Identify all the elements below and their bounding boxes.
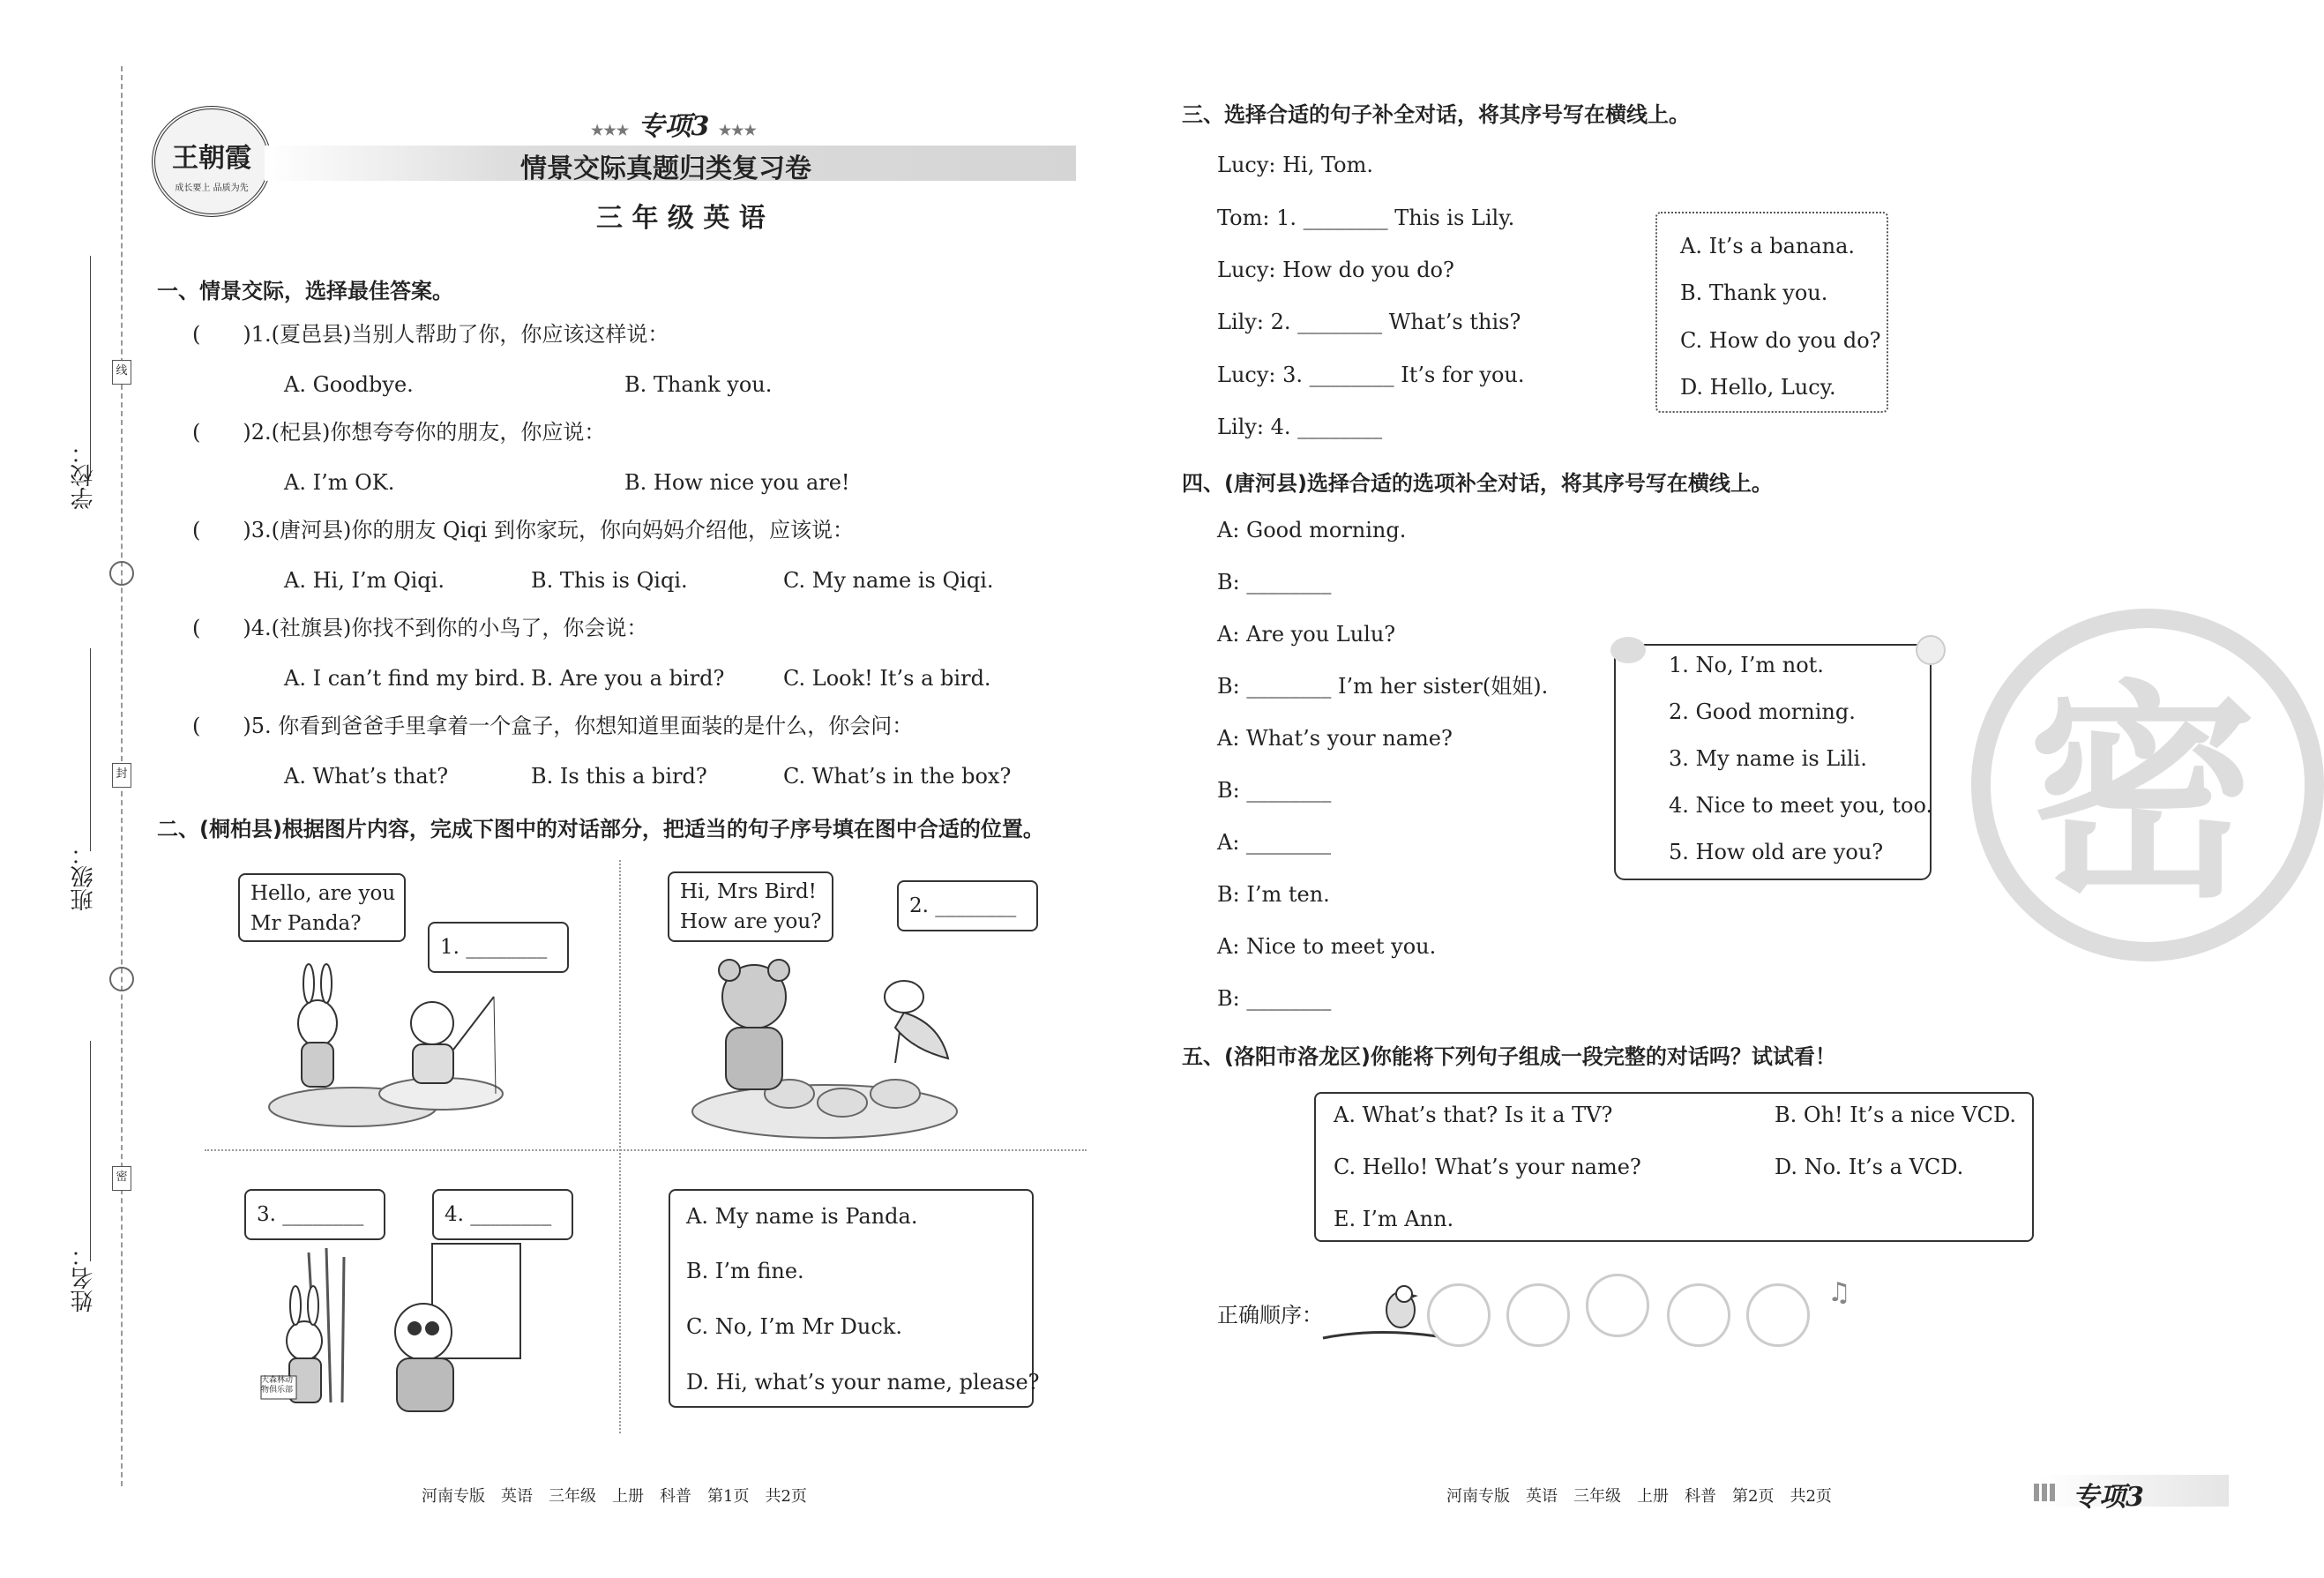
p3-blank-3: 3. ________ <box>257 1203 364 1226</box>
q4-option-b[interactable]: B. Are you a bird? <box>531 666 725 691</box>
s2-option-c[interactable]: C. No, I’m Mr Duck. <box>686 1314 902 1339</box>
s4-line-8: B: I’m ten. <box>1217 882 1330 907</box>
s2-option-b[interactable]: B. I’m fine. <box>686 1259 804 1283</box>
p3-blank-4: 4. ________ <box>445 1203 552 1226</box>
badge-text: 专项3 <box>638 111 710 142</box>
s4-option-4[interactable]: 4. Nice to meet you, too. <box>1669 793 1933 818</box>
q3-option-b[interactable]: B. This is Qiqi. <box>531 568 688 593</box>
s4-line-10[interactable]: B: ________ <box>1217 986 1332 1011</box>
s5-sentence-b: B. Oh! It’s a nice VCD. <box>1775 1103 2017 1127</box>
s3-line-3: Lucy: How do you do? <box>1217 258 1454 282</box>
s3-line-1: Lucy: Hi, Tom. <box>1217 153 1373 177</box>
s4-line-6[interactable]: B: ________ <box>1217 778 1332 803</box>
s4-option-2[interactable]: 2. Good morning. <box>1669 699 1856 724</box>
page-title: 情景交际真题归类复习卷 <box>520 153 811 184</box>
panel-divider-horizontal <box>205 1149 1087 1151</box>
mark-feng: 封 <box>112 763 131 788</box>
q2-option-b[interactable]: B. How nice you are! <box>624 470 850 495</box>
s4-option-3[interactable]: 3. My name is Lili. <box>1669 746 1867 771</box>
s4-line-1: A: Good morning. <box>1217 518 1407 542</box>
s3-line-6[interactable]: Lily: 4. ________ <box>1217 415 1383 439</box>
s4-line-3: A: Are you Lulu? <box>1217 622 1396 647</box>
footer-tag-icon <box>2034 1484 2057 1501</box>
brand-logo <box>152 106 272 217</box>
q4-option-a[interactable]: A. I can’t find my bird. <box>284 666 526 691</box>
s2-option-d[interactable]: D. Hi, what’s your name, please? <box>686 1370 1040 1395</box>
cut-icon <box>109 561 134 586</box>
p1-line1: Hello, are you <box>250 882 396 905</box>
order-circle-2[interactable] <box>1506 1283 1570 1347</box>
q5-option-b[interactable]: B. Is this a bird? <box>531 764 707 789</box>
s3-title: 三、选择合适的句子补全对话，将其序号写在横线上。 <box>1182 102 1690 127</box>
panel-divider-vertical <box>619 860 621 1433</box>
name-label: 姓名： <box>71 1244 97 1313</box>
s4-line-4[interactable]: B: ________ I’m her sister(姐姐). <box>1217 674 1549 699</box>
music-note-icon: ♫ <box>1827 1277 1851 1308</box>
s3-option-b[interactable]: B. Thank you. <box>1680 280 1828 305</box>
mark-xian: 线 <box>112 360 131 385</box>
bear-bird-illustration <box>684 944 966 1142</box>
s4-line-2[interactable]: B: ________ <box>1217 570 1332 595</box>
p2-line1: Hi, Mrs Bird! <box>680 880 817 903</box>
s3-line-2[interactable]: Tom: 1. ________ This is Lily. <box>1217 206 1515 230</box>
q2-text: ( )2.(杞县)你想夸夸你的朋友，你应说： <box>192 420 606 445</box>
margin-line-class <box>90 648 91 851</box>
club-sign: 大森林动物俱乐部 <box>261 1376 294 1395</box>
q2-option-a[interactable]: A. I’m OK. <box>284 470 395 495</box>
bird-on-branch-icon <box>1323 1283 1438 1345</box>
s2-option-a[interactable]: A. My name is Panda. <box>686 1204 918 1229</box>
cloud-decoration <box>1610 637 1646 663</box>
q1-option-b[interactable]: B. Thank you. <box>624 372 773 397</box>
header-badge <box>591 104 757 143</box>
rabbit-panda-illustration <box>256 1244 520 1429</box>
sun-icon <box>1916 635 1946 665</box>
rabbit-fishing-illustration <box>265 961 520 1138</box>
p3-answer-bubble-4[interactable] <box>432 1189 573 1240</box>
seal-watermark-char: 密 <box>2028 662 2257 929</box>
s5-sentence-e: E. I’m Ann. <box>1334 1207 1454 1231</box>
class-label: 班级： <box>71 842 97 911</box>
stars-right: ★★★ <box>718 122 757 138</box>
s3-option-c[interactable]: C. How do you do? <box>1680 328 1881 353</box>
logo-text: 王朝霞 <box>172 143 251 174</box>
q1-option-a[interactable]: A. Goodbye. <box>284 372 414 397</box>
page-subtitle: 三 年 级 英 语 <box>596 203 766 234</box>
footer-tag: 专项3 <box>2073 1482 2144 1513</box>
order-circle-5[interactable] <box>1746 1283 1810 1347</box>
p3-answer-bubble-3[interactable] <box>244 1189 385 1240</box>
footer-right: 河南专版 英语 三年级 上册 科普 第2页 共2页 <box>1446 1487 1832 1506</box>
p2-blank: 2. ________ <box>909 894 1017 917</box>
cut-icon <box>109 967 134 991</box>
s4-title: 四、(唐河县)选择合适的选项补全对话，将其序号写在横线上。 <box>1182 471 1773 496</box>
s5-sentence-a: A. What’s that? Is it a TV? <box>1334 1103 1613 1127</box>
q3-option-c[interactable]: C. My name is Qiqi. <box>783 568 994 593</box>
s5-sentence-d: D. No. It’s a VCD. <box>1775 1155 1964 1179</box>
s4-option-1[interactable]: 1. No, I’m not. <box>1669 653 1824 677</box>
s4-line-9: A: Nice to meet you. <box>1217 934 1437 959</box>
s4-line-7[interactable]: A: ________ <box>1217 830 1332 855</box>
q3-text: ( )3.(唐河县)你的朋友 Qiqi 到你家玩，你向妈妈介绍他，应该说： <box>192 518 854 542</box>
q1-text: ( )1.(夏邑县)当别人帮助了你，你应该这样说： <box>192 322 669 347</box>
p2-answer-bubble[interactable] <box>897 880 1038 931</box>
q5-option-c[interactable]: C. What’s in the box? <box>783 764 1012 789</box>
footer-left: 河南专版 英语 三年级 上册 科普 第1页 共2页 <box>422 1487 807 1506</box>
p2-line2: How are you? <box>680 910 822 933</box>
seal-watermark <box>1971 609 2324 961</box>
school-label: 学校： <box>71 441 97 510</box>
s4-line-5: A: What’s your name? <box>1217 726 1453 751</box>
p1-line2: Mr Panda? <box>250 912 362 935</box>
s5-title: 五、(洛阳市洛龙区)你能将下列句子组成一段完整的对话吗？试试看！ <box>1182 1044 1836 1069</box>
p1-blank: 1. ________ <box>440 936 548 959</box>
s5-sentence-c: C. Hello! What’s your name? <box>1334 1155 1641 1179</box>
p1-speech-bubble <box>238 873 406 942</box>
s5-order-label: 正确顺序： <box>1217 1303 1323 1327</box>
logo-slogan: 成长要上 品质为先 <box>175 183 249 193</box>
q3-option-a[interactable]: A. Hi, I’m Qiqi. <box>284 568 445 593</box>
stars-left: ★★★ <box>591 122 630 138</box>
q4-option-c[interactable]: C. Look! It’s a bird. <box>783 666 991 691</box>
s3-option-d[interactable]: D. Hello, Lucy. <box>1680 375 1836 400</box>
margin-line-name <box>90 1041 91 1261</box>
order-circle-3[interactable] <box>1586 1274 1649 1337</box>
p2-speech-bubble <box>668 871 833 942</box>
order-circle-1[interactable] <box>1427 1283 1491 1347</box>
s1-title: 一、情景交际，选择最佳答案。 <box>157 279 453 303</box>
q5-option-a[interactable]: A. What’s that? <box>284 764 449 789</box>
s4-option-5[interactable]: 5. How old are you? <box>1669 840 1884 864</box>
s3-line-5[interactable]: Lucy: 3. ________ It’s for you. <box>1217 363 1525 387</box>
s3-line-4[interactable]: Lily: 2. ________ What’s this? <box>1217 310 1521 334</box>
s2-title: 二、(桐柏县)根据图片内容，完成下图中的对话部分，把适当的句子序号填在图中合适的位置。 <box>157 817 1044 841</box>
q5-text: ( )5. 你看到爸爸手里拿着一个盒子，你想知道里面装的是什么，你会问： <box>192 714 914 738</box>
mark-mi: 密 <box>112 1166 131 1191</box>
s3-option-a[interactable]: A. It’s a banana. <box>1680 234 1856 258</box>
q4-text: ( )4.(社旗县)你找不到你的小鸟了，你会说： <box>192 616 648 640</box>
order-circle-4[interactable] <box>1667 1283 1730 1347</box>
